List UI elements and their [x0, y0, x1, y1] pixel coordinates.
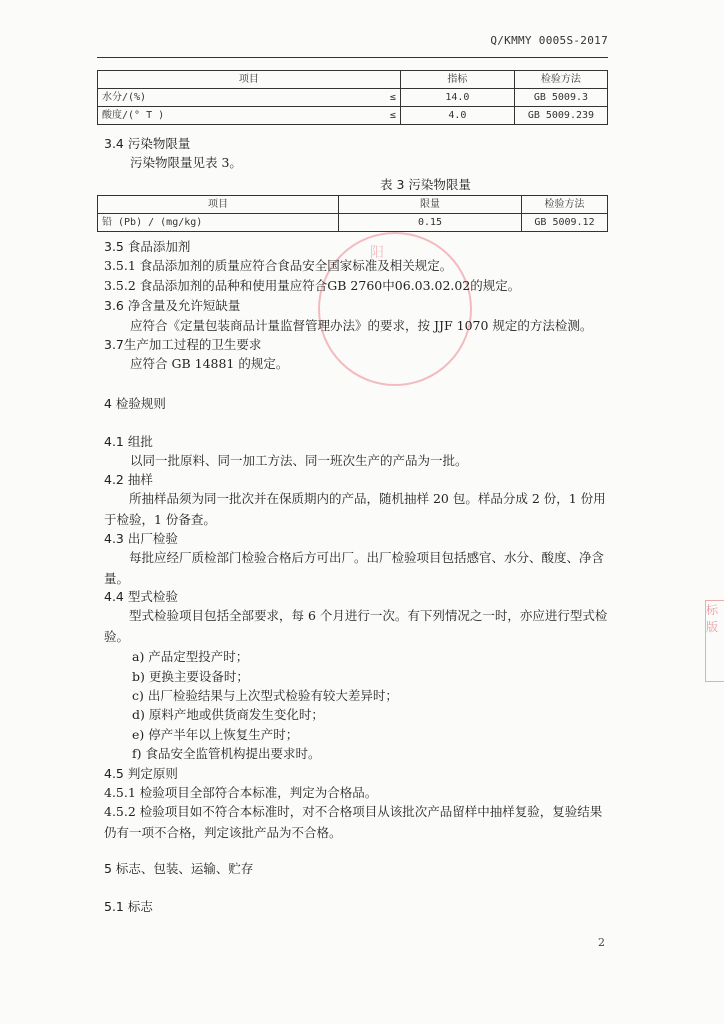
indicator-table — [97, 70, 608, 125]
seal-text: 阳 — [370, 245, 384, 261]
list-item: e) 停产半年以上恢复生产时； — [132, 727, 299, 742]
side-stamp-text: 标版 — [706, 603, 719, 634]
cell-item: 铅 (Pb) / (mg/kg) — [98, 214, 339, 232]
section-4-title: 4 检验规则 — [104, 396, 166, 411]
section-4-2-text: 所抽样品须为同一批次并在保质期内的产品，随机抽样 20 包。样品分成 2 份，1 份用于检验，1 份备查。 — [104, 491, 606, 527]
page-number: 2 — [598, 936, 605, 949]
list-item: a) 产品定型投产时； — [132, 649, 249, 664]
cell-limit: 0.15 — [339, 214, 522, 232]
col-limit: 限量 — [339, 196, 522, 214]
section-4-5-1: 4.5.1 检验项目全部符合本标准，判定为合格品。 — [104, 785, 378, 800]
section-4-3-text: 每批应经厂质检部门检验合格后方可出厂。出厂检验项目包括感官、水分、酸度、净含量。 — [104, 550, 605, 586]
list-item: d) 原料产地或供货商发生变化时； — [132, 707, 324, 722]
section-5-1-title: 5.1 标志 — [104, 899, 153, 914]
section-4-5-2: 4.5.2 检验项目如不符合本标准时，对不合格项目从该批次产品留样中抽样复验，复验结果仍有一项不合格，判定该批产品为不合格。 — [104, 804, 603, 840]
cell-method: GB 5009.239 — [514, 107, 607, 125]
section-4-5-title: 4.5 判定原则 — [104, 766, 178, 781]
cell-method: GB 5009.12 — [522, 214, 608, 232]
contaminant-table — [97, 195, 608, 232]
section-3-6-title: 3.6 净含量及允许短缺量 — [104, 298, 241, 313]
section-3-7-title: 3.7生产加工过程的卫生要求 — [104, 337, 262, 352]
list-item: f) 食品安全监管机构提出要求时。 — [132, 746, 321, 761]
cell-value: 4.0 — [400, 107, 514, 125]
section-4-4-title: 4.4 型式检验 — [104, 589, 178, 604]
section-4-1-title: 4.1 组批 — [104, 434, 153, 449]
col-item: 项目 — [98, 71, 401, 89]
cell-item: 水分/(%) — [98, 89, 378, 107]
cell-value: 14.0 — [400, 89, 514, 107]
side-stamp-fragment — [705, 600, 724, 682]
header-rule — [97, 57, 608, 58]
section-3-4-text: 污染物限量见表 3。 — [130, 155, 242, 170]
section-4-1-text: 以同一批原料、同一加工方法、同一班次生产的产品为一批。 — [130, 453, 468, 468]
cell-op: ≤ — [378, 89, 401, 107]
section-4-2-title: 4.2 抽样 — [104, 472, 153, 487]
section-5-title: 5 标志、包装、运输、贮存 — [104, 861, 254, 876]
table-row — [98, 214, 608, 232]
section-3-7-text: 应符合 GB 14881 的规定。 — [130, 356, 289, 371]
section-3-6-text: 应符合《定量包装商品计量监督管理办法》的要求，按 JJF 1070 规定的方法检测。 — [130, 318, 593, 333]
table-row — [98, 89, 608, 107]
document-code: Q/KMMY 0005S-2017 — [490, 34, 608, 47]
col-method: 检验方法 — [514, 71, 607, 89]
list-item: b) 更换主要设备时； — [132, 669, 249, 684]
table-row — [98, 107, 608, 125]
table-header-row — [98, 71, 608, 89]
list-item: c) 出厂检验结果与上次型式检验有较大差异时； — [132, 688, 398, 703]
section-4-4-text: 型式检验项目包括全部要求，每 6 个月进行一次。有下列情况之一时，亦应进行型式检验。 — [104, 608, 608, 644]
section-3-5-1: 3.5.1 食品添加剂的质量应符合食品安全国家标准及相关规定。 — [104, 258, 453, 273]
section-4-3-title: 4.3 出厂检验 — [104, 531, 178, 546]
cell-method: GB 5009.3 — [514, 89, 607, 107]
section-3-5-2: 3.5.2 食品添加剂的品种和使用量应符合GB 2760中06.03.02.02的规定。 — [104, 278, 521, 293]
cell-item: 酸度/(° T ) — [98, 107, 378, 125]
table-header-row — [98, 196, 608, 214]
section-3-5-title: 3.5 食品添加剂 — [104, 239, 191, 254]
col-method: 检验方法 — [522, 196, 608, 214]
col-value: 指标 — [400, 71, 514, 89]
col-item: 项目 — [98, 196, 339, 214]
table-3-caption: 表 3 污染物限量 — [380, 177, 471, 192]
section-3-4-title: 3.4 污染物限量 — [104, 136, 191, 151]
cell-op: ≤ — [378, 107, 401, 125]
